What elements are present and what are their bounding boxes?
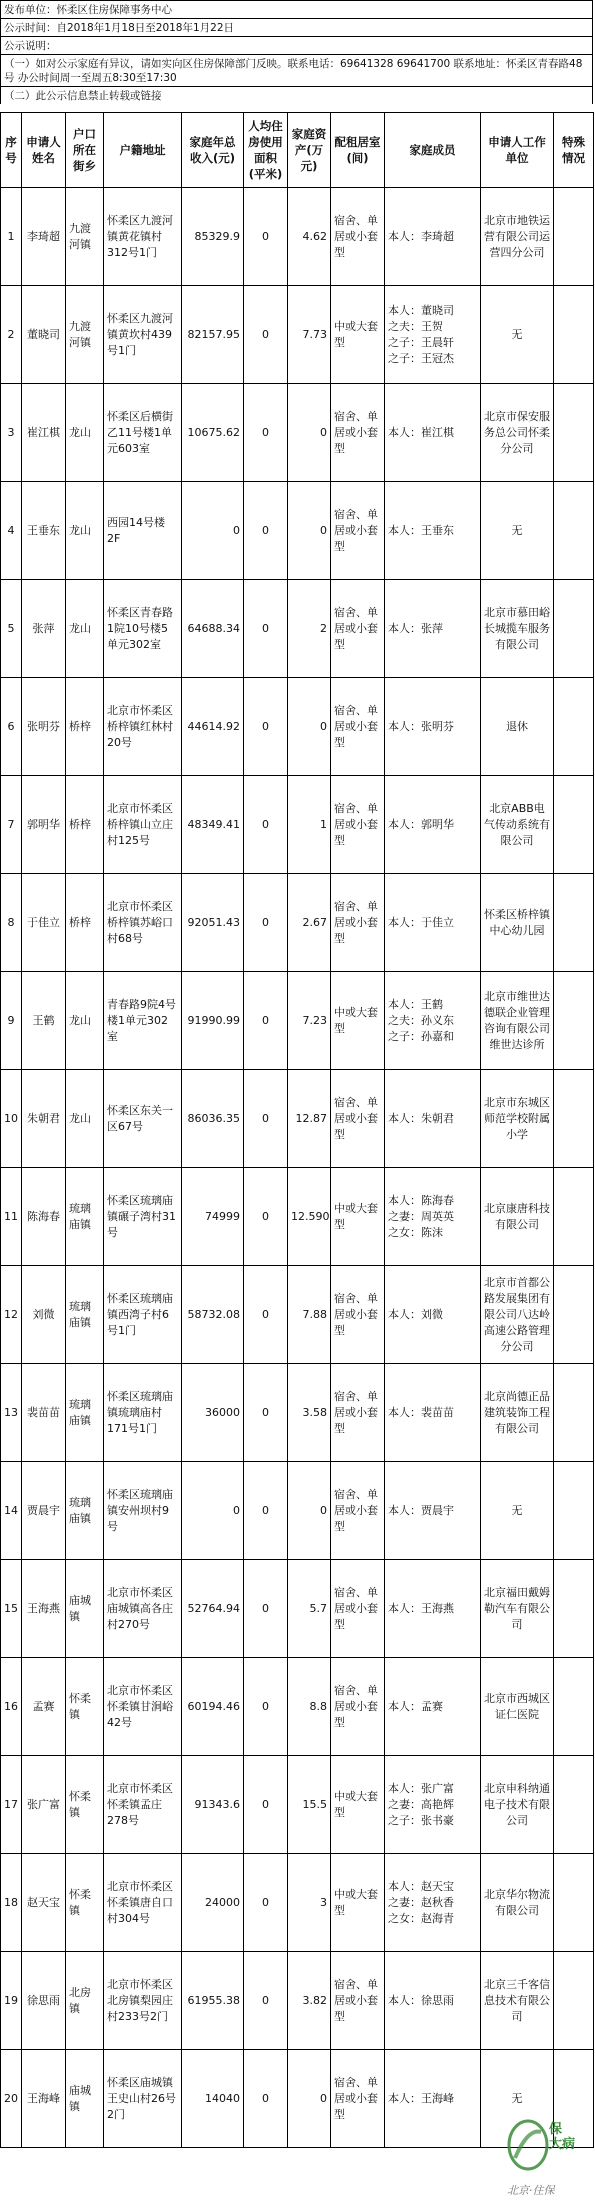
annual-income: 60194.46 — [182, 1658, 244, 1756]
employer: 无 — [481, 2050, 554, 2148]
applicant-name: 王垂东 — [22, 482, 66, 580]
household-address: 北京市怀柔区桥梓镇苏峪口村68号 — [104, 874, 182, 972]
household-address: 怀柔区庙城镇王史山村26号2门 — [104, 2050, 182, 2148]
column-header: 配租居室(间) — [331, 113, 385, 188]
applicant-name: 郭明华 — [22, 776, 66, 874]
annual-income: 24000 — [182, 1854, 244, 1952]
row-number: 15 — [1, 1560, 22, 1658]
special-situation — [554, 874, 594, 972]
family-assets: 3 — [288, 1854, 331, 1952]
family-member: 之夫：王贺 — [388, 319, 443, 333]
applicant-name: 李琦超 — [22, 188, 66, 286]
per-capita-area: 0 — [244, 2050, 288, 2148]
household-address: 怀柔区琉璃庙镇碾子湾村31号 — [104, 1168, 182, 1266]
family-assets: 4.62 — [288, 188, 331, 286]
per-capita-area: 0 — [244, 384, 288, 482]
hukou-town: 琉璃庙镇 — [66, 1168, 104, 1266]
table-row — [1, 286, 594, 384]
family-member: 本人：崔江棋 — [388, 425, 454, 439]
applicant-name: 张广富 — [22, 1756, 66, 1854]
per-capita-area: 0 — [244, 286, 288, 384]
annual-income: 0 — [182, 482, 244, 580]
employer: 北京华尔物流有限公司 — [481, 1854, 554, 1952]
column-header: 序号 — [1, 113, 22, 188]
table-body — [1, 188, 594, 2148]
hukou-town: 龙山 — [66, 384, 104, 482]
row-number: 2 — [1, 286, 22, 384]
annual-income: 44614.92 — [182, 678, 244, 776]
employer: 北京市首都公路发展集团有限公司八达岭高速公路管理分公司 — [481, 1266, 554, 1364]
row-number: 20 — [1, 2050, 22, 2148]
assigned-room: 中或大套型 — [331, 1756, 385, 1854]
table-row — [1, 972, 594, 1070]
family-member: 之子：孙嘉和 — [388, 1029, 454, 1043]
family-assets: 0 — [288, 384, 331, 482]
column-header: 家庭年总收入(元) — [182, 113, 244, 188]
family-member: 本人：王海燕 — [388, 1601, 454, 1615]
family-assets: 7.88 — [288, 1266, 331, 1364]
family-members — [385, 1952, 481, 2050]
row-number: 16 — [1, 1658, 22, 1756]
per-capita-area: 0 — [244, 1462, 288, 1560]
annual-income: 74999 — [182, 1168, 244, 1266]
family-members — [385, 1854, 481, 1952]
hukou-town: 琉璃庙镇 — [66, 1364, 104, 1462]
family-members — [385, 1560, 481, 1658]
per-capita-area: 0 — [244, 1560, 288, 1658]
special-situation — [554, 384, 594, 482]
household-address: 怀柔区青春路1院10号楼5单元302室 — [104, 580, 182, 678]
column-header: 申请人姓名 — [22, 113, 66, 188]
employer: 北京市地铁运营有限公司运营四分公司 — [481, 188, 554, 286]
family-member: 本人：张明芬 — [388, 719, 454, 733]
family-member: 本人：张萍 — [388, 621, 443, 635]
table-row — [1, 384, 594, 482]
applicant-name: 赵天宝 — [22, 1854, 66, 1952]
family-members — [385, 1070, 481, 1168]
row-number: 14 — [1, 1462, 22, 1560]
family-member: 本人：张广富 — [388, 1781, 454, 1795]
applicant-name: 于佳立 — [22, 874, 66, 972]
hukou-town: 怀柔镇 — [66, 1658, 104, 1756]
per-capita-area: 0 — [244, 482, 288, 580]
hukou-town: 北房镇 — [66, 1952, 104, 2050]
family-members — [385, 874, 481, 972]
table-row — [1, 1266, 594, 1364]
family-assets: 12.87 — [288, 1070, 331, 1168]
household-address: 北京市怀柔区怀柔镇孟庄278号 — [104, 1756, 182, 1854]
table-row — [1, 1560, 594, 1658]
table-row — [1, 188, 594, 286]
family-member: 本人：郭明华 — [388, 817, 454, 831]
assigned-room: 宿舍、单居或小套型 — [331, 1560, 385, 1658]
household-address: 青春路9院4号楼1单元302室 — [104, 972, 182, 1070]
row-number: 17 — [1, 1756, 22, 1854]
row-number: 7 — [1, 776, 22, 874]
household-address: 怀柔区后横街乙11号楼1单元603室 — [104, 384, 182, 482]
family-assets: 3.82 — [288, 1952, 331, 2050]
per-capita-area: 0 — [244, 972, 288, 1070]
applicant-name: 刘微 — [22, 1266, 66, 1364]
column-header: 户籍地址 — [104, 113, 182, 188]
special-situation — [554, 482, 594, 580]
annual-income: 91343.6 — [182, 1756, 244, 1854]
assigned-room: 宿舍、单居或小套型 — [331, 2050, 385, 2148]
hukou-town: 怀柔镇 — [66, 1756, 104, 1854]
family-members — [385, 2050, 481, 2148]
annual-income: 0 — [182, 1462, 244, 1560]
special-situation — [554, 776, 594, 874]
employer: 怀柔区桥梓镇中心幼儿园 — [481, 874, 554, 972]
row-number: 13 — [1, 1364, 22, 1462]
annual-income: 61955.38 — [182, 1952, 244, 2050]
per-capita-area: 0 — [244, 1658, 288, 1756]
employer: 无 — [481, 286, 554, 384]
table-row — [1, 1070, 594, 1168]
applicant-name: 裴苗苗 — [22, 1364, 66, 1462]
employer: 北京市保安服务总公司怀柔分公司 — [481, 384, 554, 482]
family-members — [385, 188, 481, 286]
row-number: 4 — [1, 482, 22, 580]
hukou-town: 庙城镇 — [66, 1560, 104, 1658]
family-member: 本人：李琦超 — [388, 229, 454, 243]
family-member: 本人：王垂东 — [388, 523, 454, 537]
hukou-town: 琉璃庙镇 — [66, 1462, 104, 1560]
applicant-table — [0, 112, 594, 2148]
column-header: 人均住房使用面积(平米) — [244, 113, 288, 188]
applicant-name: 王鹤 — [22, 972, 66, 1070]
note-repost-line: （二）此公示信息禁止转载或链接 — [0, 86, 593, 104]
household-address: 北京市怀柔区桥梓镇红林村20号 — [104, 678, 182, 776]
annual-income: 86036.35 — [182, 1070, 244, 1168]
period-line: 公示时间：自2018年1月18日至2018年1月22日 — [0, 18, 593, 36]
applicant-name: 董晓司 — [22, 286, 66, 384]
family-assets: 0 — [288, 678, 331, 776]
employer: 无 — [481, 1462, 554, 1560]
hukou-town: 龙山 — [66, 580, 104, 678]
special-situation — [554, 286, 594, 384]
watermark-signature: 北京·住保 — [507, 2184, 555, 2197]
special-situation — [554, 1560, 594, 1658]
family-members — [385, 1462, 481, 1560]
column-header: 特殊情况 — [554, 113, 594, 188]
table-row — [1, 1952, 594, 2050]
applicant-name: 王海峰 — [22, 2050, 66, 2148]
special-situation — [554, 188, 594, 286]
special-situation — [554, 1364, 594, 1462]
employer: 北京ABB电气传动系统有限公司 — [481, 776, 554, 874]
row-number: 1 — [1, 188, 22, 286]
column-header: 申请人工作单位 — [481, 113, 554, 188]
family-member: 本人：董晓司 — [388, 303, 454, 317]
special-situation — [554, 1854, 594, 1952]
special-situation — [554, 1462, 594, 1560]
applicant-name: 孟赛 — [22, 1658, 66, 1756]
hukou-town: 琉璃庙镇 — [66, 1266, 104, 1364]
special-situation — [554, 1952, 594, 2050]
family-members — [385, 678, 481, 776]
row-number: 18 — [1, 1854, 22, 1952]
employer: 北京申科纳通电子技术有限公司 — [481, 1756, 554, 1854]
table-row — [1, 1658, 594, 1756]
household-address: 北京市怀柔区怀柔镇唐自口村304号 — [104, 1854, 182, 1952]
table-row — [1, 580, 594, 678]
family-members — [385, 482, 481, 580]
family-assets: 7.23 — [288, 972, 331, 1070]
table-header-row — [1, 113, 594, 188]
hukou-town: 桥梓 — [66, 678, 104, 776]
family-member: 本人：朱朝君 — [388, 1111, 454, 1125]
applicant-name: 徐思雨 — [22, 1952, 66, 2050]
per-capita-area: 0 — [244, 1070, 288, 1168]
annual-income: 10675.62 — [182, 384, 244, 482]
family-assets: 3.58 — [288, 1364, 331, 1462]
table-row — [1, 482, 594, 580]
family-members — [385, 1658, 481, 1756]
annual-income: 36000 — [182, 1364, 244, 1462]
hukou-town: 庙城镇 — [66, 2050, 104, 2148]
employer: 北京尚德正品建筑装饰工程有限公司 — [481, 1364, 554, 1462]
special-situation — [554, 1070, 594, 1168]
table-row — [1, 776, 594, 874]
assigned-room: 宿舍、单居或小套型 — [331, 1266, 385, 1364]
assigned-room: 宿舍、单居或小套型 — [331, 776, 385, 874]
applicant-name: 朱朝君 — [22, 1070, 66, 1168]
special-situation — [554, 1266, 594, 1364]
family-assets: 2 — [288, 580, 331, 678]
watermark-text: 保 大病 — [549, 2122, 576, 2152]
annual-income: 91990.99 — [182, 972, 244, 1070]
family-member: 之子：张书豪 — [388, 1813, 454, 1827]
household-address: 北京市怀柔区北房镇梨园庄村233号2门 — [104, 1952, 182, 2050]
family-assets: 7.73 — [288, 286, 331, 384]
family-members — [385, 384, 481, 482]
per-capita-area: 0 — [244, 678, 288, 776]
family-member: 之妻：高艳辉 — [388, 1797, 454, 1811]
note-objection-line: （一）如对公示家庭有异议，请如实向区住房保障部门反映。联系电话：69641328 69641700 联系地址：怀柔区青春路48号 办公时间周一至周五8:30至17:30 — [0, 54, 593, 86]
employer: 北京市维世达德联企业管理咨询有限公司维世达诊所 — [481, 972, 554, 1070]
household-address: 怀柔区九渡河镇黄坎村439号1门 — [104, 286, 182, 384]
row-number: 10 — [1, 1070, 22, 1168]
column-header: 家庭成员 — [385, 113, 481, 188]
annual-income: 92051.43 — [182, 874, 244, 972]
family-members — [385, 286, 481, 384]
special-situation — [554, 580, 594, 678]
assigned-room: 宿舍、单居或小套型 — [331, 384, 385, 482]
family-member: 本人：徐思雨 — [388, 1993, 454, 2007]
special-situation — [554, 1756, 594, 1854]
family-member: 本人：陈海春 — [388, 1193, 454, 1207]
family-member: 本人：裴苗苗 — [388, 1405, 454, 1419]
employer: 北京市西城区证仁医院 — [481, 1658, 554, 1756]
employer: 无 — [481, 482, 554, 580]
household-address: 怀柔区琉璃庙镇安州坝村9号 — [104, 1462, 182, 1560]
assigned-room: 宿舍、单居或小套型 — [331, 1658, 385, 1756]
table-row — [1, 1364, 594, 1462]
family-member: 本人：贾晨宇 — [388, 1503, 454, 1517]
hukou-town: 桥梓 — [66, 874, 104, 972]
per-capita-area: 0 — [244, 874, 288, 972]
applicant-name: 崔江棋 — [22, 384, 66, 482]
special-situation — [554, 2050, 594, 2148]
assigned-room: 宿舍、单居或小套型 — [331, 1462, 385, 1560]
table-row — [1, 874, 594, 972]
annual-income: 14040 — [182, 2050, 244, 2148]
hukou-town: 龙山 — [66, 972, 104, 1070]
family-assets: 8.8 — [288, 1658, 331, 1756]
per-capita-area: 0 — [244, 1854, 288, 1952]
household-address: 北京市怀柔区桥梓镇山立庄村125号 — [104, 776, 182, 874]
per-capita-area: 0 — [244, 188, 288, 286]
household-address: 北京市怀柔区庙城镇高各庄村270号 — [104, 1560, 182, 1658]
family-member: 之女：陈沫 — [388, 1225, 443, 1239]
family-assets: 1 — [288, 776, 331, 874]
annual-income: 58732.08 — [182, 1266, 244, 1364]
applicant-name: 张萍 — [22, 580, 66, 678]
hukou-town: 龙山 — [66, 1070, 104, 1168]
row-number: 9 — [1, 972, 22, 1070]
family-member: 本人：赵天宝 — [388, 1879, 454, 1893]
family-members — [385, 1756, 481, 1854]
assigned-room: 中或大套型 — [331, 1168, 385, 1266]
family-assets: 15.5 — [288, 1756, 331, 1854]
household-address: 西园14号楼2F — [104, 482, 182, 580]
row-number: 6 — [1, 678, 22, 776]
family-assets: 0 — [288, 2050, 331, 2148]
applicant-name: 王海燕 — [22, 1560, 66, 1658]
hukou-town: 桥梓 — [66, 776, 104, 874]
household-address: 怀柔区琉璃庙镇琉璃庙村171号1门 — [104, 1364, 182, 1462]
applicant-name: 陈海春 — [22, 1168, 66, 1266]
per-capita-area: 0 — [244, 1364, 288, 1462]
applicant-name: 贾晨宇 — [22, 1462, 66, 1560]
table-row — [1, 678, 594, 776]
household-address: 怀柔区九渡河镇黄花镇村312号1门 — [104, 188, 182, 286]
household-address: 怀柔区东关一区67号 — [104, 1070, 182, 1168]
row-number: 12 — [1, 1266, 22, 1364]
assigned-room: 宿舍、单居或小套型 — [331, 1364, 385, 1462]
per-capita-area: 0 — [244, 1266, 288, 1364]
family-assets: 0 — [288, 1462, 331, 1560]
family-members — [385, 776, 481, 874]
per-capita-area: 0 — [244, 1168, 288, 1266]
special-situation — [554, 1658, 594, 1756]
family-member: 本人：孟赛 — [388, 1699, 443, 1713]
assigned-room: 中或大套型 — [331, 972, 385, 1070]
row-number: 5 — [1, 580, 22, 678]
hukou-town: 龙山 — [66, 482, 104, 580]
special-situation — [554, 972, 594, 1070]
employer: 北京市慕田峪长城揽车服务有限公司 — [481, 580, 554, 678]
annual-income: 82157.95 — [182, 286, 244, 384]
employer: 北京三千客信息技术有限公司 — [481, 1952, 554, 2050]
family-member: 之女：赵海青 — [388, 1911, 454, 1925]
hukou-town: 九渡河镇 — [66, 188, 104, 286]
annual-income: 64688.34 — [182, 580, 244, 678]
column-header: 家庭资产(万元) — [288, 113, 331, 188]
family-assets: 12.590 — [288, 1168, 331, 1266]
family-member: 之夫：孙义东 — [388, 1013, 454, 1027]
employer: 北京福田戴姆勒汽车有限公司 — [481, 1560, 554, 1658]
table-row — [1, 1462, 594, 1560]
assigned-room: 中或大套型 — [331, 286, 385, 384]
applicant-name: 张明芬 — [22, 678, 66, 776]
per-capita-area: 0 — [244, 580, 288, 678]
employer: 北京康唐科技有限公司 — [481, 1168, 554, 1266]
special-situation — [554, 1168, 594, 1266]
hukou-town: 怀柔镇 — [66, 1854, 104, 1952]
per-capita-area: 0 — [244, 776, 288, 874]
annual-income: 52764.94 — [182, 1560, 244, 1658]
employer: 北京市东城区师范学校附属小学 — [481, 1070, 554, 1168]
assigned-room: 宿舍、单居或小套型 — [331, 482, 385, 580]
family-member: 之子：王冠杰 — [388, 351, 454, 365]
assigned-room: 宿舍、单居或小套型 — [331, 1070, 385, 1168]
household-address: 北京市怀柔区怀柔镇甘涧峪42号 — [104, 1658, 182, 1756]
assigned-room: 宿舍、单居或小套型 — [331, 678, 385, 776]
hukou-town: 九渡河镇 — [66, 286, 104, 384]
family-members — [385, 1168, 481, 1266]
family-member: 之妻：周英英 — [388, 1209, 454, 1223]
table-row — [1, 2050, 594, 2148]
family-member: 本人：王鹤 — [388, 997, 443, 1011]
family-member: 本人：于佳立 — [388, 915, 454, 929]
row-number: 11 — [1, 1168, 22, 1266]
employer: 退休 — [481, 678, 554, 776]
family-member: 本人：王海峰 — [388, 2091, 454, 2105]
table-row — [1, 1168, 594, 1266]
row-number: 3 — [1, 384, 22, 482]
family-assets: 2.67 — [288, 874, 331, 972]
table-row — [1, 1854, 594, 1952]
table-row — [1, 1756, 594, 1854]
household-address: 怀柔区琉璃庙镇西湾子村6号1门 — [104, 1266, 182, 1364]
assigned-room: 中或大套型 — [331, 1854, 385, 1952]
assigned-room: 宿舍、单居或小套型 — [331, 874, 385, 972]
family-members — [385, 1364, 481, 1462]
per-capita-area: 0 — [244, 1952, 288, 2050]
family-member: 之子：王晨轩 — [388, 335, 454, 349]
family-member: 之妻：赵秋香 — [388, 1895, 454, 1909]
assigned-room: 宿舍、单居或小套型 — [331, 1952, 385, 2050]
family-assets: 0 — [288, 482, 331, 580]
annual-income: 85329.9 — [182, 188, 244, 286]
assigned-room: 宿舍、单居或小套型 — [331, 580, 385, 678]
note-label-line: 公示说明： — [0, 36, 593, 54]
column-header: 户口所在街乡 — [66, 113, 104, 188]
notice-info — [0, 0, 593, 104]
row-number: 19 — [1, 1952, 22, 2050]
family-members — [385, 972, 481, 1070]
row-number: 8 — [1, 874, 22, 972]
family-assets: 5.7 — [288, 1560, 331, 1658]
per-capita-area: 0 — [244, 1756, 288, 1854]
family-members — [385, 1266, 481, 1364]
family-members — [385, 580, 481, 678]
assigned-room: 宿舍、单居或小套型 — [331, 188, 385, 286]
family-member: 本人：刘微 — [388, 1307, 443, 1321]
annual-income: 48349.41 — [182, 776, 244, 874]
publisher-line: 发布单位：怀柔区住房保障事务中心 — [0, 0, 593, 18]
special-situation — [554, 678, 594, 776]
